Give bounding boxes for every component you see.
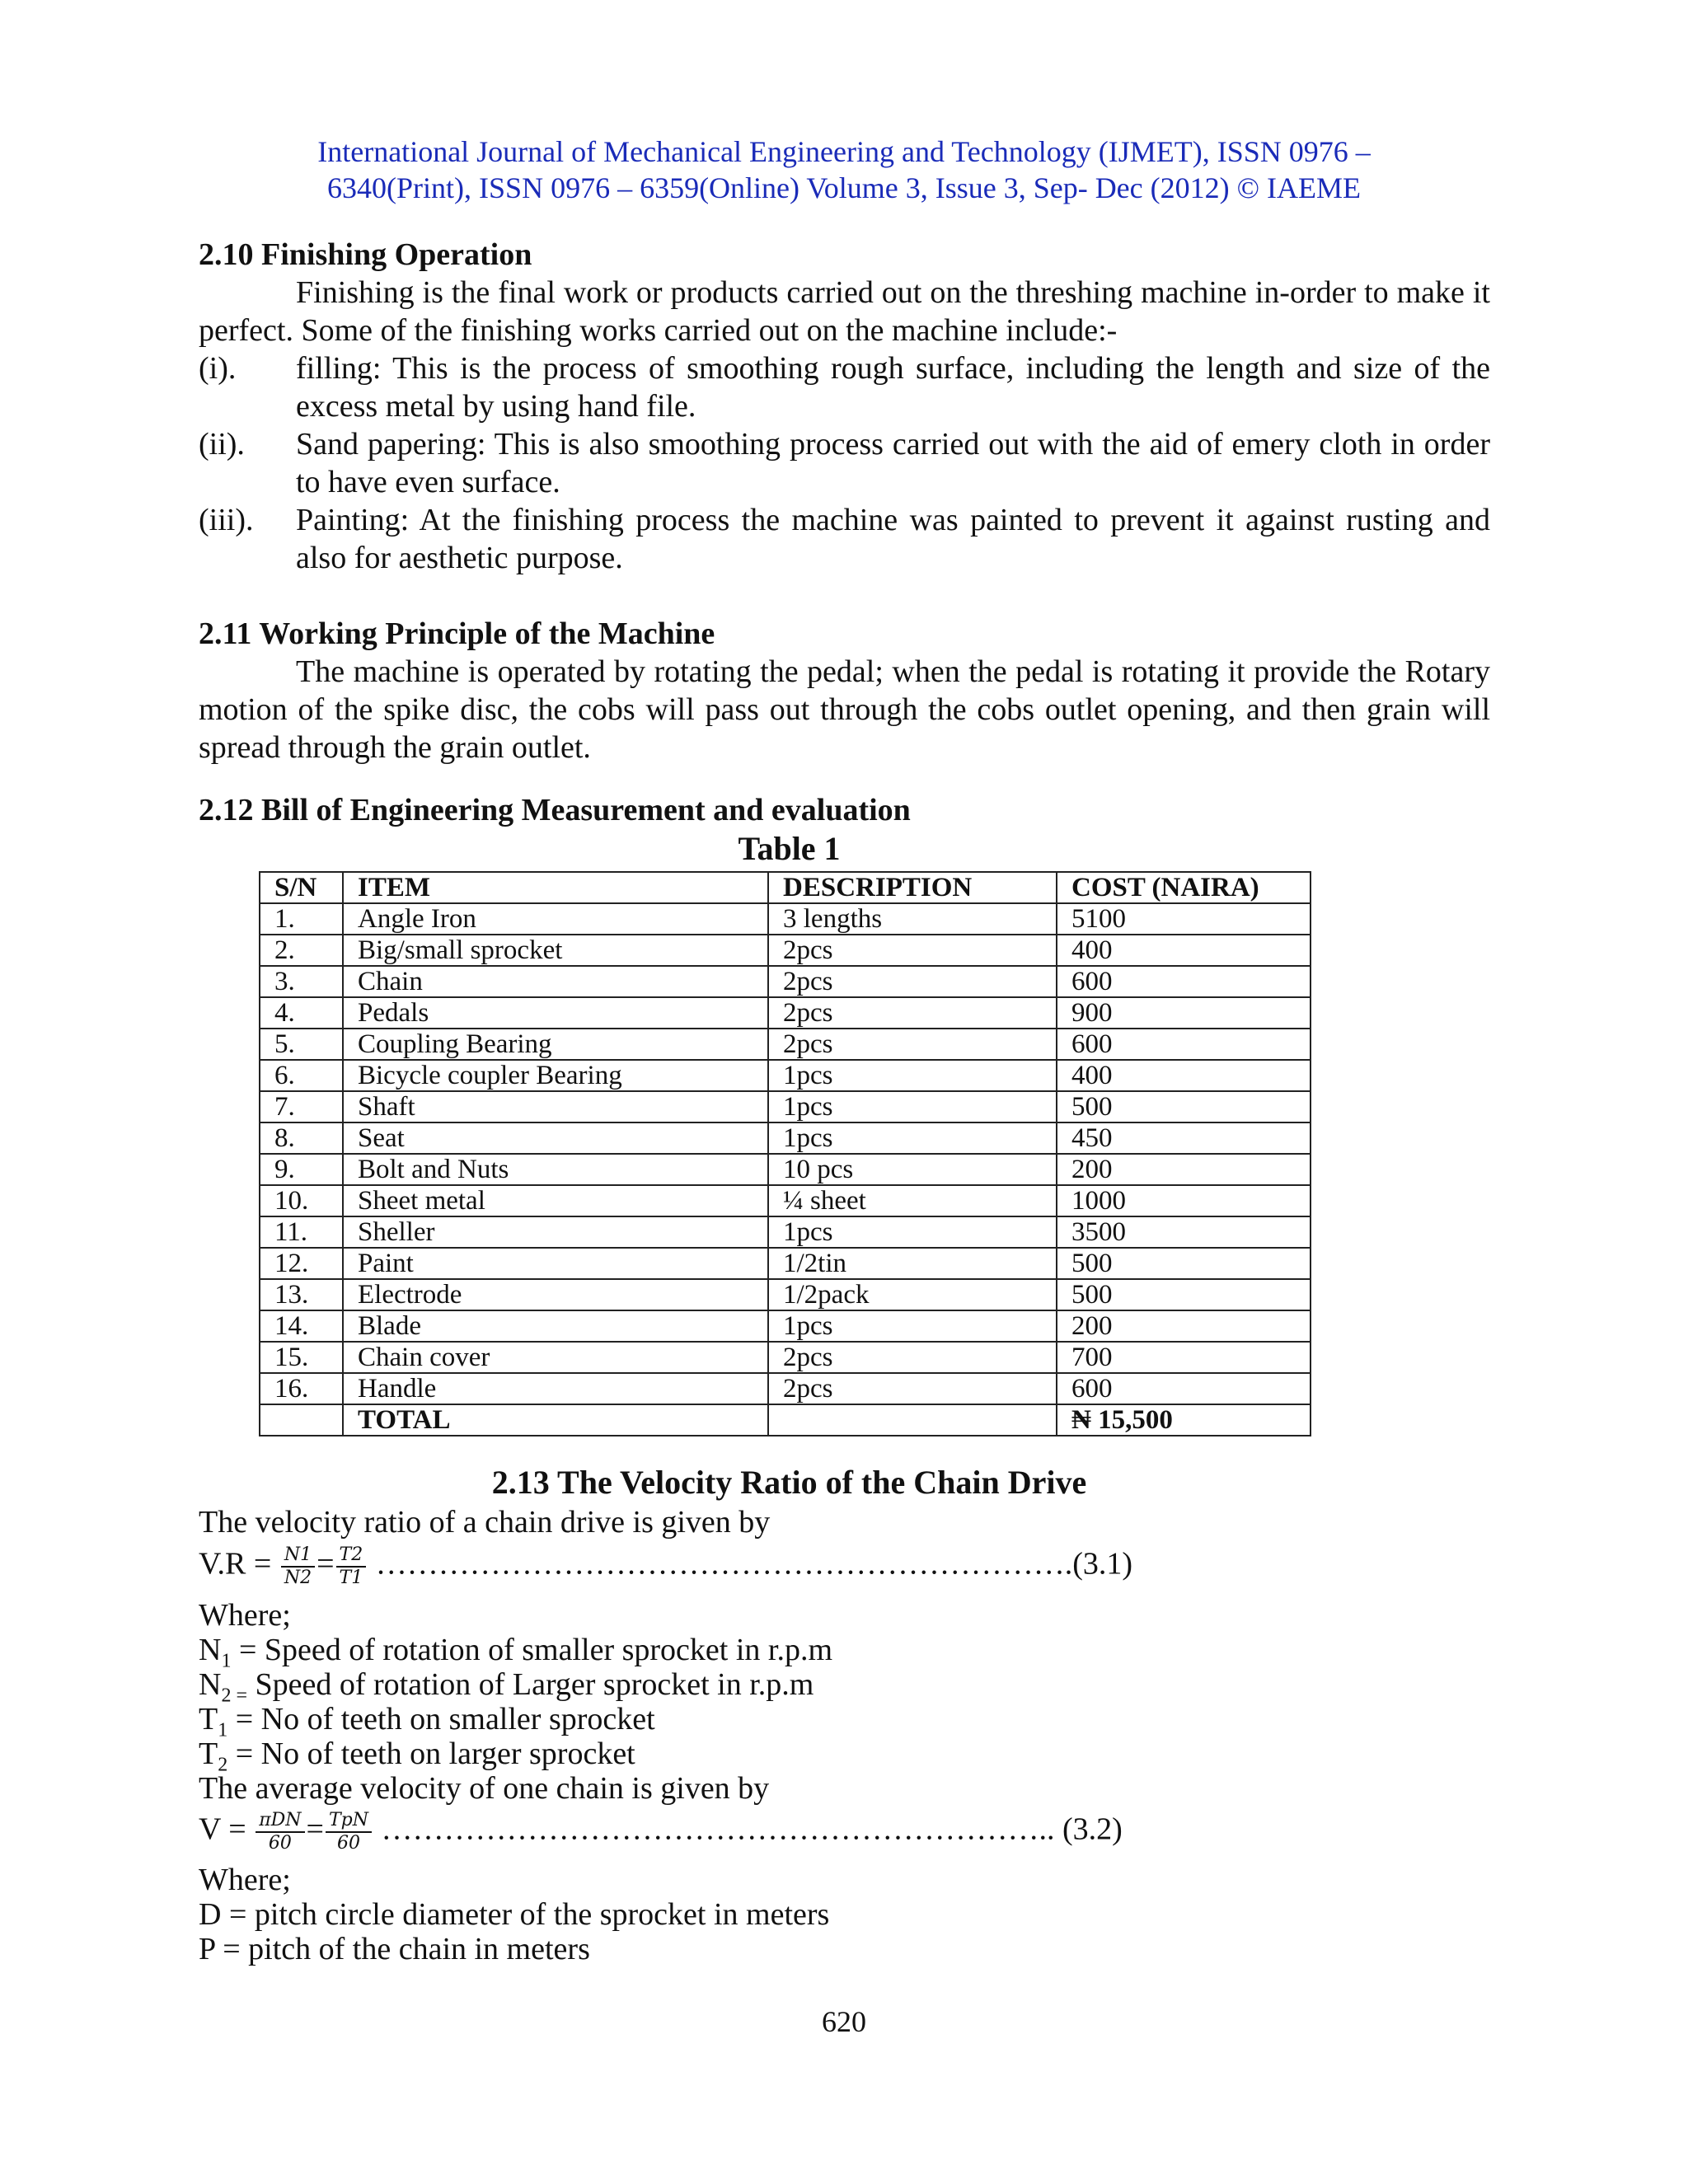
- cell-description: 2pcs: [768, 966, 1057, 997]
- cell-item: Shaft: [343, 1091, 768, 1122]
- symbol-subscript: 1: [218, 1719, 228, 1741]
- cell-sn: 7.: [260, 1091, 343, 1122]
- symbol: N: [199, 1633, 222, 1667]
- cell-item: Bolt and Nuts: [343, 1154, 768, 1185]
- definition-text: = No of teeth on smaller sprocket: [235, 1702, 655, 1736]
- cell-description: 2pcs: [768, 1029, 1057, 1060]
- cell-cost: 5100: [1057, 903, 1311, 935]
- journal-header-line-2: 6340(Print), ISSN 0976 – 6359(Online) Volume 3, Issue 3, Sep- Dec (2012) © IAEME: [327, 171, 1361, 204]
- cell-description: 1/2tin: [768, 1248, 1057, 1279]
- section-2-11-body: The machine is operated by rotating the pedal; when the pedal is rotating it provide the Rotary motion of the spike disc, the cobs will pass out through the cobs outlet opening, and then grain will spread through the grain outlet.: [199, 654, 1490, 765]
- cell-sn: 8.: [260, 1122, 343, 1154]
- list-item-text: Painting: At the finishing process the machine was painted to prevent it against rusting and also for aesthetic purpose.: [296, 503, 1490, 575]
- table-row: [260, 1029, 1311, 1060]
- cell-sn: 3.: [260, 966, 343, 997]
- total-description-cell: [768, 1404, 1057, 1436]
- cell-cost: 600: [1057, 1373, 1311, 1404]
- symbol-subscript: 2 =: [221, 1685, 247, 1707]
- cell-sn: 15.: [260, 1342, 343, 1373]
- cell-item: Paint: [343, 1248, 768, 1279]
- definition-d: D = pitch circle diameter of the sprocket in meters: [199, 1897, 830, 1932]
- where-label: Where;: [199, 1598, 291, 1633]
- cell-item: Handle: [343, 1373, 768, 1404]
- table-row: [260, 935, 1311, 966]
- section-2-10-heading: 2.10 Finishing Operation: [199, 237, 532, 272]
- list-item-text: filling: This is the process of smoothing rough surface, including the length and size of the excess metal by using hand file.: [296, 351, 1490, 424]
- cell-sn: 4.: [260, 997, 343, 1029]
- cell-item: Blade: [343, 1310, 768, 1342]
- symbol-subscript: 2: [218, 1754, 228, 1776]
- cell-cost: 3500: [1057, 1216, 1311, 1248]
- fraction-numerator: TpN: [326, 1810, 372, 1833]
- table-total-row: [260, 1404, 1311, 1436]
- page-number: 620: [822, 2005, 866, 2038]
- cell-sn: 5.: [260, 1029, 343, 1060]
- fraction-numerator: πDN: [256, 1810, 304, 1833]
- cell-description: 2pcs: [768, 935, 1057, 966]
- section-2-13-heading: 2.13 The Velocity Ratio of the Chain Drive: [491, 1464, 1087, 1501]
- fraction-t2-t1: [336, 1544, 367, 1589]
- total-label: TOTAL: [343, 1404, 768, 1436]
- column-header-cost: COST (NAIRA): [1057, 872, 1311, 903]
- table-row: [260, 966, 1311, 997]
- table-row: [260, 1154, 1311, 1185]
- list-item-number: (ii).: [199, 427, 245, 462]
- symbol-subscript: 1: [221, 1650, 232, 1672]
- cell-sn: 16.: [260, 1373, 343, 1404]
- cell-cost: 200: [1057, 1310, 1311, 1342]
- fraction-numerator: N1: [281, 1544, 315, 1568]
- fraction-denominator: 60: [336, 1833, 360, 1854]
- cell-description: 1pcs: [768, 1091, 1057, 1122]
- symbol: N: [199, 1667, 222, 1702]
- fraction-denominator: 60: [268, 1833, 292, 1854]
- average-velocity-intro: The average velocity of one chain is given by: [199, 1771, 770, 1806]
- bill-table: [259, 871, 1311, 1436]
- cell-description: 2pcs: [768, 1342, 1057, 1373]
- cell-description: 1/2pack: [768, 1279, 1057, 1310]
- cell-description: 1pcs: [768, 1310, 1057, 1342]
- fraction-tpn-60: [326, 1810, 372, 1854]
- table-header-row: [260, 872, 1311, 903]
- cell-description: 1pcs: [768, 1060, 1057, 1091]
- table-row: [260, 1122, 1311, 1154]
- list-item-text: Sand papering: This is also smoothing process carried out with the aid of emery cloth in order to have even surface.: [296, 427, 1490, 499]
- equation-lhs: V =: [199, 1811, 246, 1847]
- cell-cost: 900: [1057, 997, 1311, 1029]
- equation-number-leader: ……………………………………………………….. (3.2): [381, 1811, 1123, 1847]
- cell-cost: 450: [1057, 1122, 1311, 1154]
- list-item-number: (i).: [199, 351, 237, 386]
- cell-description: 2pcs: [768, 1373, 1057, 1404]
- finishing-list-item: [199, 425, 1490, 501]
- cell-cost: 1000: [1057, 1185, 1311, 1216]
- cell-item: Pedals: [343, 997, 768, 1029]
- cell-cost: 400: [1057, 935, 1311, 966]
- table-row: [260, 1310, 1311, 1342]
- table-caption: Table 1: [738, 830, 841, 867]
- cell-description: 3 lengths: [768, 903, 1057, 935]
- table-row: [260, 1279, 1311, 1310]
- table-row: [260, 1060, 1311, 1091]
- symbol: T: [199, 1702, 218, 1736]
- cell-cost: 600: [1057, 1029, 1311, 1060]
- cell-description: 1pcs: [768, 1122, 1057, 1154]
- column-header-sn: S/N: [260, 872, 343, 903]
- cell-sn: 2.: [260, 935, 343, 966]
- cell-sn: 11.: [260, 1216, 343, 1248]
- cell-item: Angle Iron: [343, 903, 768, 935]
- cell-item: Chain cover: [343, 1342, 768, 1373]
- cell-item: Big/small sprocket: [343, 935, 768, 966]
- cell-sn: 10.: [260, 1185, 343, 1216]
- cell-item: Bicycle coupler Bearing: [343, 1060, 768, 1091]
- cell-cost: 700: [1057, 1342, 1311, 1373]
- definition-text: = No of teeth on larger sprocket: [235, 1736, 635, 1771]
- list-item-number: (iii).: [199, 503, 254, 537]
- table-row: [260, 1373, 1311, 1404]
- cell-sn: 1.: [260, 903, 343, 935]
- table-row: [260, 1216, 1311, 1248]
- journal-header: [0, 134, 1688, 206]
- table-row: [260, 1091, 1311, 1122]
- section-2-10-intro: Finishing is the final work or products carried out on the threshing machine in-order to make it perfect. Some of the finishing works carried out on the machine include:-: [199, 275, 1490, 348]
- total-value: ₦ 15,500: [1057, 1404, 1311, 1436]
- table-row: [260, 1185, 1311, 1216]
- equals-sign: =: [316, 1546, 335, 1582]
- definition-text: Speed of rotation of Larger sprocket in r.p.m: [255, 1667, 814, 1702]
- column-header-description: DESCRIPTION: [768, 872, 1057, 903]
- cell-description: 10 pcs: [768, 1154, 1057, 1185]
- cell-cost: 500: [1057, 1248, 1311, 1279]
- cell-sn: 14.: [260, 1310, 343, 1342]
- cell-item: Seat: [343, 1122, 768, 1154]
- fraction-numerator: T2: [336, 1544, 367, 1568]
- equation-3-2: [199, 1810, 1123, 1854]
- cell-cost: 500: [1057, 1091, 1311, 1122]
- finishing-list-item: [199, 349, 1490, 425]
- journal-header-line-1: International Journal of Mechanical Engineering and Technology (IJMET), ISSN 0976 –: [317, 135, 1371, 168]
- velocity-ratio-intro: The velocity ratio of a chain drive is given by: [199, 1505, 771, 1540]
- equation-3-1: [199, 1544, 1132, 1589]
- cell-sn: 6.: [260, 1060, 343, 1091]
- table-row: [260, 903, 1311, 935]
- cell-description: 2pcs: [768, 997, 1057, 1029]
- cell-item: Chain: [343, 966, 768, 997]
- table-row: [260, 997, 1311, 1029]
- table-row: [260, 1248, 1311, 1279]
- cell-item: Coupling Bearing: [343, 1029, 768, 1060]
- equation-number-leader: ………………………………………………………….(3.1): [375, 1546, 1132, 1582]
- total-sn-cell: [260, 1404, 343, 1436]
- equals-sign: =: [306, 1811, 324, 1847]
- cell-cost: 400: [1057, 1060, 1311, 1091]
- cell-item: Electrode: [343, 1279, 768, 1310]
- fraction-denominator: N2: [284, 1568, 312, 1588]
- cell-sn: 13.: [260, 1279, 343, 1310]
- cell-cost: 600: [1057, 966, 1311, 997]
- equation-lhs: V.R =: [199, 1546, 272, 1582]
- where-label: Where;: [199, 1863, 291, 1897]
- cell-item: Sheller: [343, 1216, 768, 1248]
- fraction-denominator: T1: [339, 1568, 363, 1588]
- fraction-n1-n2: [281, 1544, 315, 1589]
- section-2-12-heading: 2.12 Bill of Engineering Measurement and evaluation: [199, 793, 911, 827]
- cell-description: 1pcs: [768, 1216, 1057, 1248]
- cell-cost: 500: [1057, 1279, 1311, 1310]
- symbol: T: [199, 1736, 218, 1771]
- finishing-list-item: [199, 501, 1490, 577]
- cell-sn: 9.: [260, 1154, 343, 1185]
- fraction-pidn-60: [256, 1810, 304, 1854]
- section-2-11-heading: 2.11 Working Principle of the Machine: [199, 616, 715, 651]
- column-header-item: ITEM: [343, 872, 768, 903]
- cell-sn: 12.: [260, 1248, 343, 1279]
- definition-text: = Speed of rotation of smaller sprocket in r.p.m: [238, 1633, 833, 1667]
- cell-description: ¼ sheet: [768, 1185, 1057, 1216]
- cell-cost: 200: [1057, 1154, 1311, 1185]
- table-row: [260, 1342, 1311, 1373]
- cell-item: Sheet metal: [343, 1185, 768, 1216]
- definition-p: P = pitch of the chain in meters: [199, 1932, 590, 1966]
